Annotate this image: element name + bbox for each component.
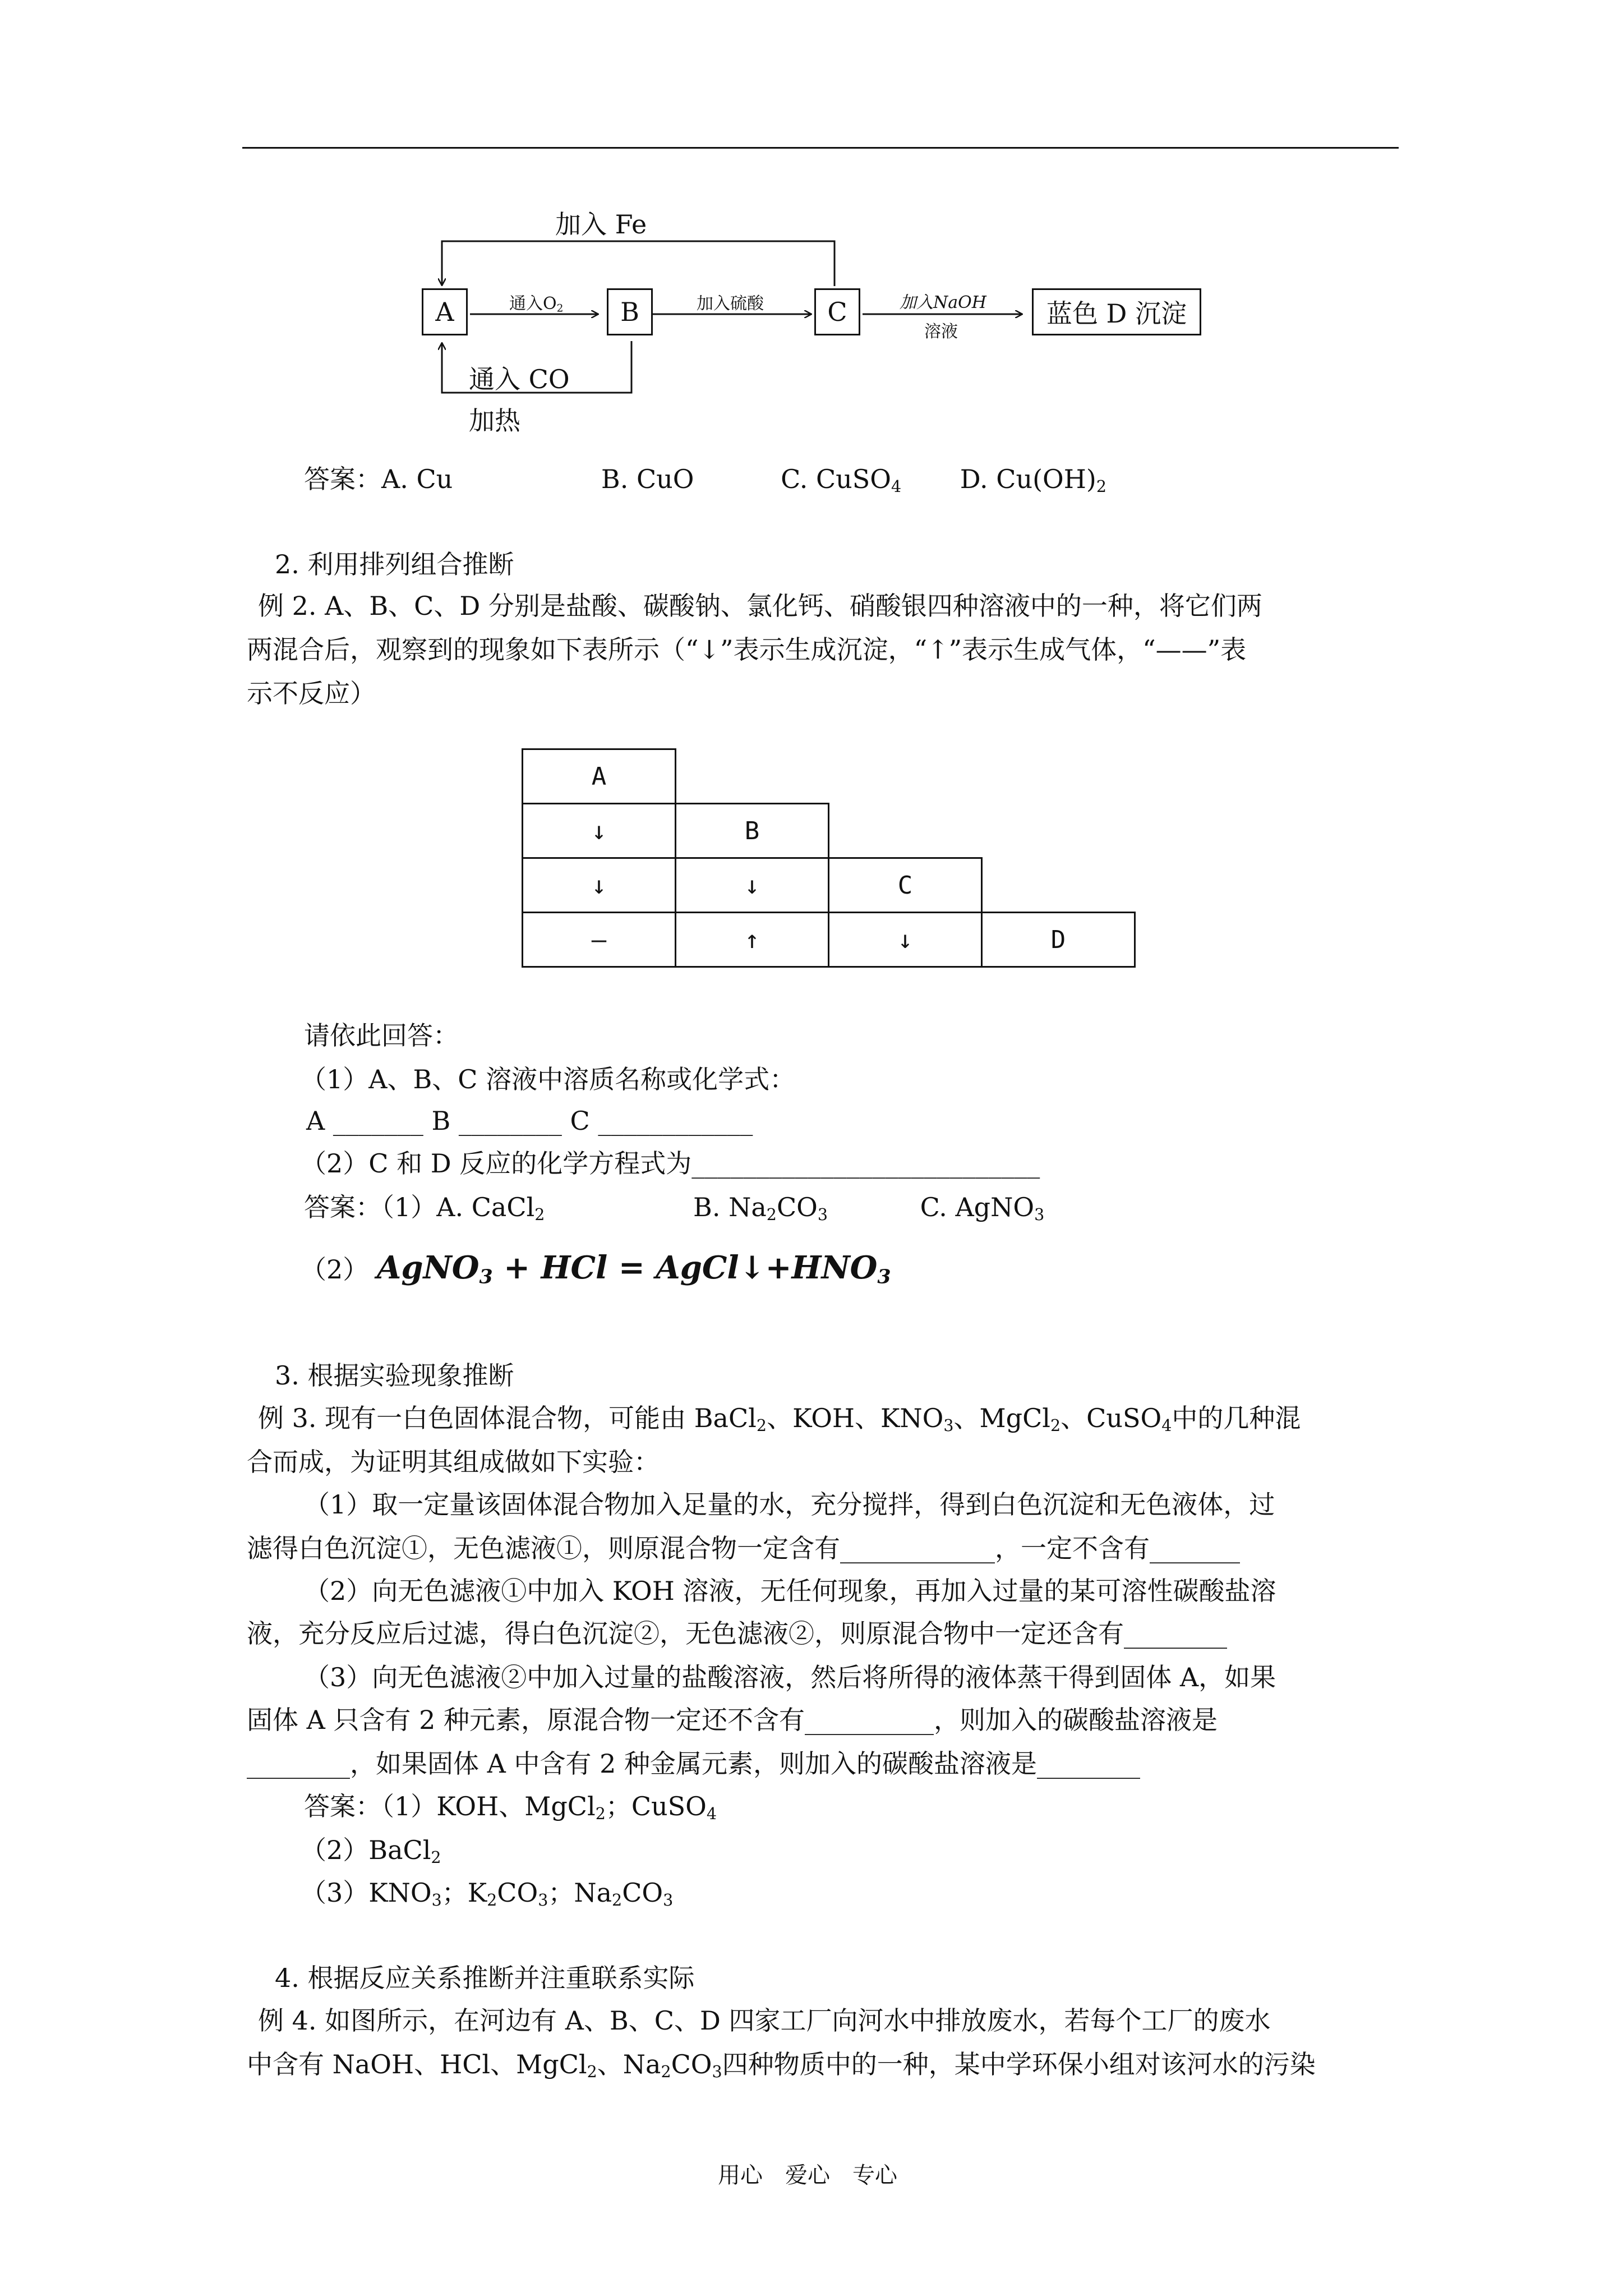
- box-d: 蓝色 D 沉淀: [1032, 288, 1201, 335]
- label-naoh: 加入NaOH: [900, 293, 986, 312]
- cell-b: B: [675, 803, 829, 859]
- cell-ad: —: [522, 912, 676, 968]
- cell-ab: ↓: [522, 803, 676, 859]
- cell-cd: ↓: [828, 912, 983, 968]
- step-1-b: 滤得白色沉淀①，无色滤液①，则原混合物一定含有____________，一定不含有_______: [247, 1533, 1240, 1563]
- section-3-p1: 例 3. 现有一白色固体混合物，可能由 BaCl$_2$、KOH、$KNO_3$、MgCl$_2$、CuSO$_4$中的几种混: [258, 1403, 1301, 1435]
- label-co: 通入 CO: [469, 364, 570, 394]
- section-3-heading: 3. 根据实验现象推断: [275, 1360, 514, 1391]
- section-2-p2: 两混合后，观察到的现象如下表所示（“↓”表示生成沉淀，“↑”表示生成气体，“——”表: [247, 634, 1247, 665]
- label-add-fe: 加入 Fe: [555, 209, 647, 240]
- step-3-a: （3）向无色滤液②中加入过量的盐酸溶液，然后将所得的液体蒸干得到固体 A，如果: [304, 1662, 1276, 1692]
- box-c: C: [814, 288, 860, 335]
- section-2-heading: 2. 利用排列组合推断: [275, 549, 514, 579]
- cell-bc: ↓: [675, 857, 829, 913]
- question-2: （2）C 和 D 反应的化学方程式为___________________________: [301, 1148, 1040, 1179]
- cell-bd: ↑: [675, 912, 829, 968]
- answer-3-2: （2）BaCl$_2$: [301, 1835, 441, 1867]
- label-heat: 加热: [469, 406, 520, 436]
- section-4-heading: 4. 根据反应关系推断并注重联系实际: [275, 1963, 695, 1993]
- section-2-p3: 示不反应）: [247, 678, 376, 708]
- answer-1: 答案：A. Cu B. CuO C. CuSO$_4$ D. $Cu(OH)_2$: [304, 464, 1106, 496]
- section-2-p1: 例 2. A、B、C、D 分别是盐酸、碳酸钠、氯化钙、硝酸银四种溶液中的一种，将它们两: [258, 591, 1262, 621]
- page-footer: 用心 爱心 专心: [718, 2162, 897, 2188]
- section-3-p2: 合而成，为证明其组成做如下实验：: [247, 1447, 660, 1477]
- step-3-b: 固体 A 只含有 2 种元素，原混合物一定还不含有__________，则加入的碳酸盐溶液是: [247, 1705, 1218, 1735]
- diagram-lines: [0, 0, 1623, 449]
- question-intro: 请依此回答：: [304, 1020, 459, 1051]
- flow-diagram: [0, 0, 1623, 449]
- section-4-p2: 中含有 NaOH、HCl、MgCl$_2$、$Na_2CO_3$四种物质中的一种，某中学环保小组对该河水的污染: [247, 2049, 1316, 2082]
- answer-2: 答案：（1）A. CaCl$_2$ B. $Na_2CO_3$ C. AgNO$_3$: [304, 1192, 1045, 1225]
- box-a: A: [422, 288, 468, 335]
- label-solution: 溶液: [924, 322, 958, 342]
- answer-3-1: 答案：（1）KOH、MgCl$_2$；CuSO$_4$: [304, 1791, 717, 1824]
- step-1-a: （1）取一定量该固体混合物加入足量的水，充分搅拌，得到白色沉淀和无色液体，过: [304, 1489, 1275, 1520]
- question-1: （1）A、B、C 溶液中溶质名称或化学式：: [301, 1064, 796, 1094]
- answer-2-equation: （2） AgNO$_3$ + HCl = $AgCl↓+HNO_3$: [301, 1249, 891, 1289]
- question-1-blanks: A _______ B ________ C ____________: [306, 1106, 753, 1136]
- cell-a: A: [522, 748, 676, 804]
- box-b: B: [607, 288, 653, 335]
- label-sulfuric: 加入硫酸: [697, 294, 764, 314]
- cell-c: C: [828, 857, 983, 913]
- label-o2: 通入$O_2$: [509, 294, 564, 315]
- cell-d: D: [981, 912, 1136, 968]
- step-3-c: ________，如果固体 A 中含有 2 种金属元素，则加入的碳酸盐溶液是________: [247, 1749, 1140, 1779]
- cell-ac: ↓: [522, 857, 676, 913]
- answer-3-3: $(3)KNO_3$；$K_2CO_3$；$Na_2CO_3$: [301, 1878, 674, 1910]
- step-2-b: 液，充分反应后过滤，得白色沉淀②，无色滤液②，则原混合物中一定还含有________: [247, 1618, 1227, 1649]
- section-4-p1: 例 4. 如图所示，在河边有 A、B、C、D 四家工厂向河水中排放废水，若每个工厂的废水: [258, 2005, 1271, 2036]
- step-2-a: （2）向无色滤液①中加入 KOH 溶液，无任何现象，再加入过量的某可溶性碳酸盐溶: [304, 1576, 1276, 1606]
